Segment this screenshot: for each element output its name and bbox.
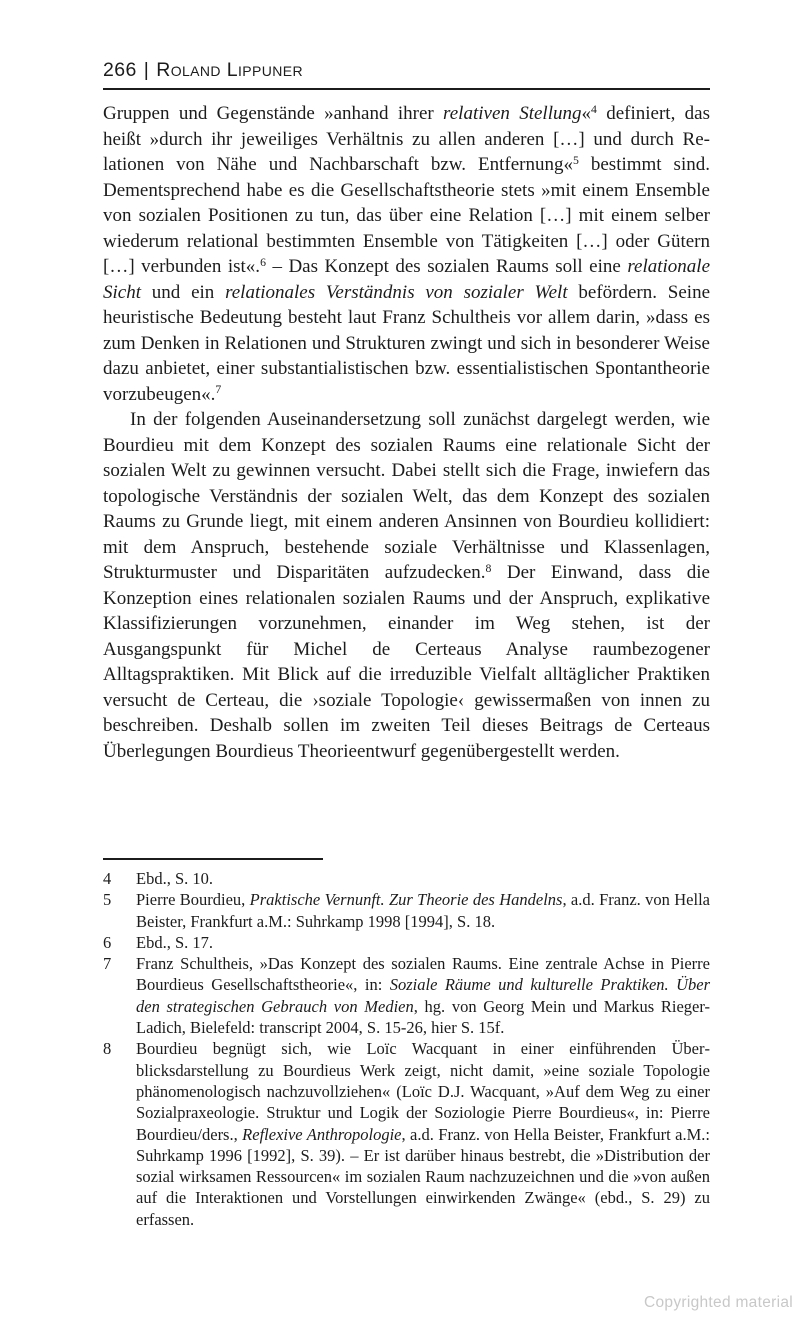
footnote-number: 8	[103, 1039, 112, 1059]
footnote-5	[103, 889, 710, 932]
running-header	[103, 59, 710, 90]
header-separator: |	[143, 59, 150, 81]
footnote-text: Pierre Bourdieu, Praktische Vernunft. Zur Theorie des Handelns, a.d. Franz. von Hella Beister, Frankfurt a.M.: Suhrkamp 1998 [1994], S. 18.	[136, 890, 711, 931]
footnote-6	[103, 932, 710, 953]
footnote-4	[103, 868, 710, 889]
footnote-text: Bourdieu begnügt sich, wie Loïc Wacquant in einer einführenden Überblicksdarstellung zu Bourdieus Werk zeigt, nicht damit, »eine soziale Topologie phänomenologisch nachzuvollziehen« (Loïc D.J. Wacquant, »Auf dem Weg zu einer Sozialpraxeologie. Struktur und Logik der Soziologie Pierre Bourdieus«, in: Pierre Bourdieu/ders., Reflexive Anthropologie, a.d. Franz. von Hella Beister, Frankfurt a.M.: Suhrkamp 1996 [1992], S. 39). – Er ist darüber hinaus bestrebt, die »Distribution der sozial wirksamen Ressourcen« im sozialen Raum nachzuzeichnen und die »von außen auf die Interaktionen und Vorstellungen einwirkenden Zwänge« (ebd., S. 29) zu erfassen.	[136, 1039, 710, 1229]
paragraph-2: In der folgenden Auseinandersetzung soll zunächst dargelegt werden, wie Bourdieu mit dem Konzept des sozialen Raums eine relationale Sicht der sozialen Welt zu gewinnen versucht. Dabei stellt sich die Frage, inwiefern das topologische Verständnis der sozialen Welt, das dem Konzept des sozialen Raums zu Grunde liegt, mit einem anderen Ansinnen von Bourdieu kollidiert: mit dem Anspruch, bestehende soziale Verhältnisse und Klassenlagen, Strukturmuster und Disparitäten aufzudecken.$^8$ Der Einwand, dass die Konzeption eines relationalen sozialen Raums und der Anspruch, explikative Klassifizierungen vorzunehmen, einander im Weg stehen, ist der Ausgangspunkt für Michel de Certeaus Analyse raumbezogener Alltagspraktiken. Mit Blick auf die irreduzible Vielfalt alltäglicher Praktiken versucht de Certeau, die ›soziale Topologie‹ gewissermaßen von innen zu beschreiben. Deshalb sollen im zweiten Teil dieses Beitrags de Certeaus Überlegungen Bourdieus Theorieentwurf gegenübergestellt werden.	[103, 409, 710, 762]
footnote-text: Franz Schultheis, »Das Konzept des sozialen Raums. Eine zentrale Achse in Pierre Bourdieus Gesellschaftstheorie«, in: Soziale Räume und kulturelle Praktiken. Über den strategischen Gebrauch von Medien, hg. von Georg Mein und Markus Rieger-Ladich, Bielefeld: transcript 2004, S. 15-26, hier S. 15f.	[136, 954, 710, 1038]
footnote-7	[103, 953, 710, 1038]
footnote-text: Ebd., S. 17.	[136, 932, 214, 952]
footnote-text: Ebd., S. 10.	[136, 869, 214, 888]
footnote-8	[103, 1038, 710, 1230]
page-number: 266	[103, 59, 137, 81]
footnotes-block	[103, 868, 710, 1230]
body-text	[103, 101, 710, 764]
footnote-number: 6	[103, 932, 112, 952]
footnote-number: 5	[103, 890, 112, 910]
author-name: Roland Lippuner	[156, 59, 304, 81]
footnote-separator-rule	[103, 858, 323, 860]
paragraph-1: Gruppen und Gegenstände »anhand ihrer relativen Stellung«$^4$ definiert, das heißt »durch ihr jeweiliges Verhältnis zu allen anderen […] und durch Relationen von Nähe und Nachbarschaft bzw. Entfernung«$^5$ bestimmt sind. Dementsprechend habe es die Gesellschaftstheorie stets »mit einem Ensemble von sozialen Positionen zu tun, das über eine Relation […] mit einem selber wiederum relational bestimmten Ensemble von Tätigkeiten […] oder Gütern […] verbunden ist«.$^6$ – Das Konzept des sozialen Raums soll eine relationale Sicht und ein relationales Verständnis von sozialer Welt befördern. Seine heuristische Bedeutung besteht laut Franz Schultheis vor allem darin, »dass es zum Denken in Relationen und Strukturen zwingt und sich in besonderer Weise dazu anbietet, einer substantialistischen bzw. essentialistischen Spontantheorie vorzubeugen«.$^7$	[103, 102, 711, 405]
footnote-number: 7	[103, 954, 112, 974]
copyright-watermark: Copyrighted material	[643, 1294, 793, 1311]
footnote-number: 4	[103, 869, 112, 888]
